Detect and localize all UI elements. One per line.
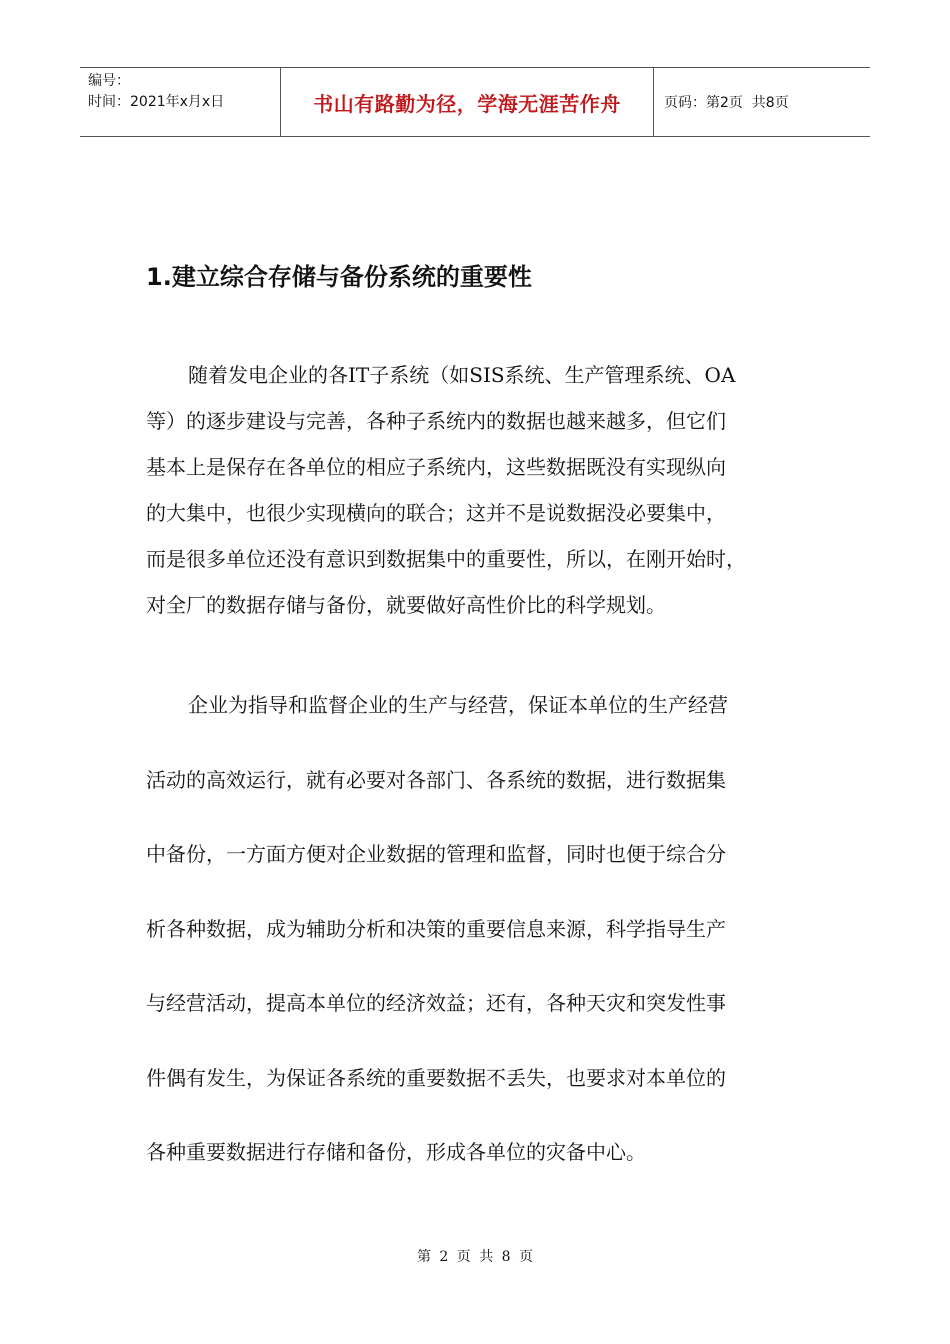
paragraph-line: 基本上是保存在各单位的相应子系统内，这些数据既没有实现纵向	[146, 455, 726, 479]
paragraph-line: 与经营活动，提高本单位的经济效益；还有，各种天灾和突发性事	[146, 991, 726, 1015]
paragraph-line: 件偶有发生，为保证各系统的重要数据不丢失，也要求对本单位的	[146, 1065, 726, 1090]
paragraph-line: 等）的逐步建设与完善，各种子系统内的数据也越来越多，但它们	[146, 409, 726, 433]
paragraph-line: 中备份，一方面方便对企业数据的管理和监督，同时也便于综合分	[146, 842, 726, 866]
page-header	[80, 67, 870, 137]
paragraph-line: 析各种数据，成为辅助分析和决策的重要信息来源，科学指导生产	[146, 916, 726, 941]
paragraph-line: 而是很多单位还没有意识到数据集中的重要性，所以，在刚开始时，	[146, 547, 746, 571]
paragraph-line: 对全厂的数据存储与备份，就要做好高性价比的科学规划。	[146, 593, 666, 617]
header-meta-cell	[80, 68, 281, 136]
paragraph-line: 的大集中，也很少实现横向的联合；这并不是说数据没必要集中，	[146, 501, 726, 525]
paragraph-line: 各种重要数据进行存储和备份，形成各单位的灾备中心。	[146, 1140, 646, 1164]
header-motto: 书山有路勤为径，学海无涯苦作舟	[281, 68, 654, 136]
paragraph-1	[146, 352, 826, 628]
section-title: 1.建立综合存储与备份系统的重要性	[146, 263, 532, 291]
paragraph-line: 企业为指导和监督企业的生产与经营，保证本单位的生产经营	[188, 693, 728, 717]
paragraph-2	[146, 668, 826, 1190]
header-page-info-cell	[654, 68, 870, 136]
document-number-label: 编号：	[88, 73, 130, 89]
document-time-label: 时间：2021年x月x日	[88, 94, 225, 110]
page-footer: 第 2 页 共 8 页	[416, 1249, 534, 1265]
paragraph-line: 随着发电企业的各IT子系统（如SIS系统、生产管理系统、OA	[188, 363, 736, 387]
header-page-info: 页码：第2页 共8页	[664, 95, 789, 111]
paragraph-line: 活动的高效运行，就有必要对各部门、各系统的数据，进行数据集	[146, 767, 726, 792]
